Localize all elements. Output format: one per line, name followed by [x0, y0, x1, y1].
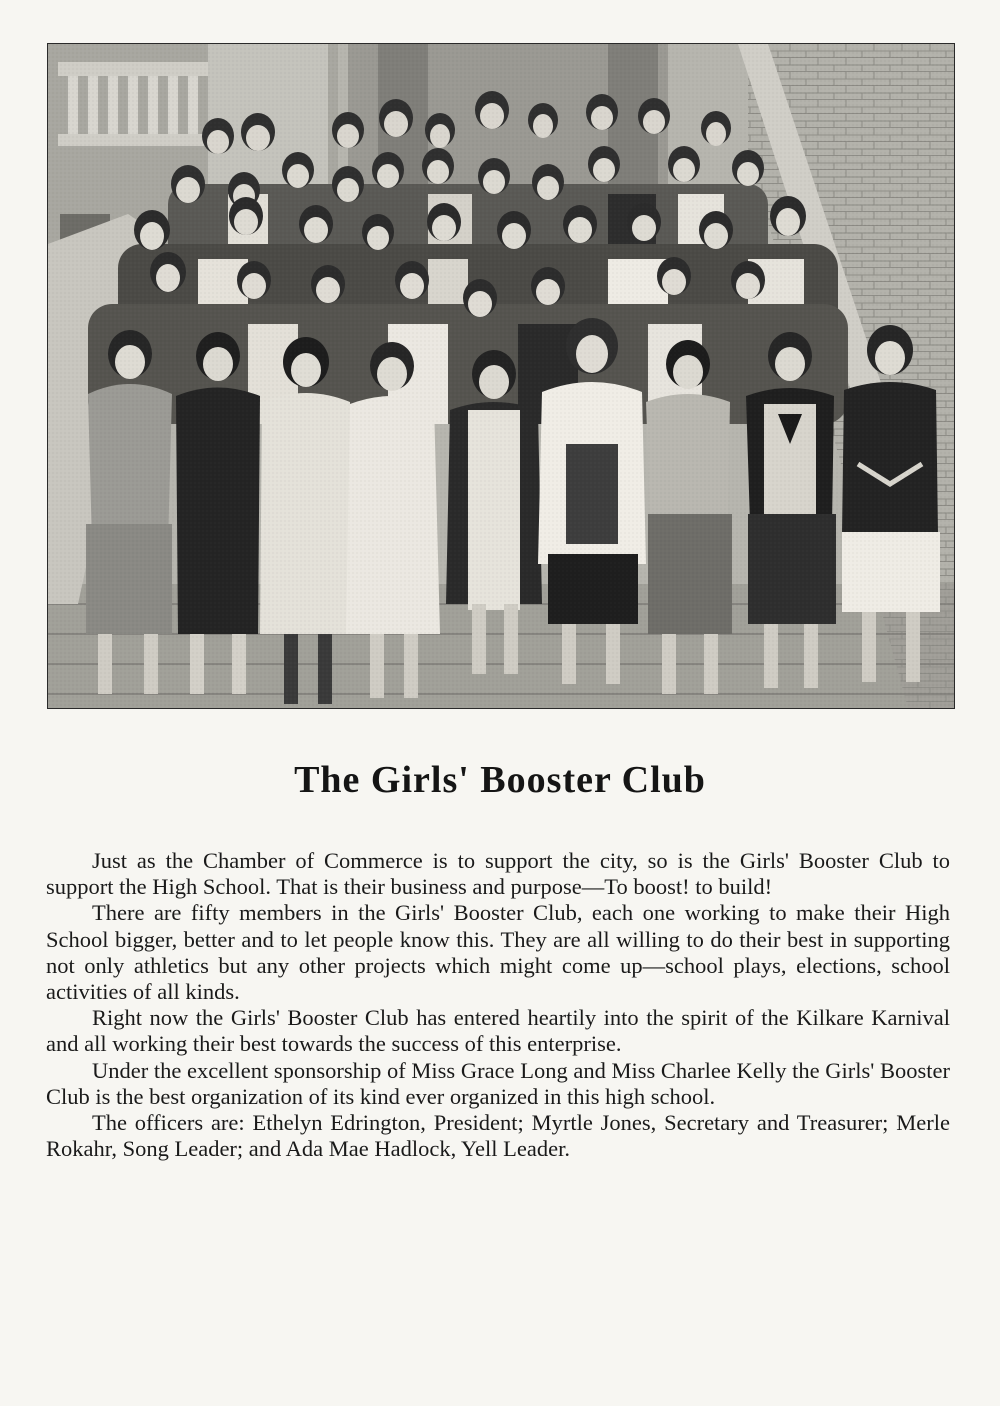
article-body	[46, 848, 950, 1162]
group-photo	[47, 43, 955, 709]
article-paragraph: Just as the Chamber of Commerce is to support the city, so is the Girls' Booster Club to support the High School. That is their business and purpose—To boost! to build!	[46, 848, 950, 900]
article-title: The Girls' Booster Club	[294, 759, 706, 801]
article-paragraph: There are fifty members in the Girls' Booster Club, each one working to make their High School bigger, better and to let people know this. They are all willing to do their best in supporting not only athletics but any other projects which might come up—school plays, elections, school activities of all kinds.	[46, 900, 950, 1005]
article-paragraph: Under the excellent sponsorship of Miss Grace Long and Miss Charlee Kelly the Girls' Booster Club is the best organization of its kind ever organized in this high school.	[46, 1057, 950, 1109]
group-photo-icon	[48, 44, 954, 708]
article-paragraph: Right now the Girls' Booster Club has entered heartily into the spirit of the Kilkare Karnival and all working their best towards the success of this enterprise.	[46, 1005, 950, 1057]
article-paragraph: The officers are: Ethelyn Edrington, President; Myrtle Jones, Secretary and Treasurer; Merle Rokahr, Song Leader; and Ada Mae Hadlock, Yell Leader.	[46, 1110, 950, 1162]
